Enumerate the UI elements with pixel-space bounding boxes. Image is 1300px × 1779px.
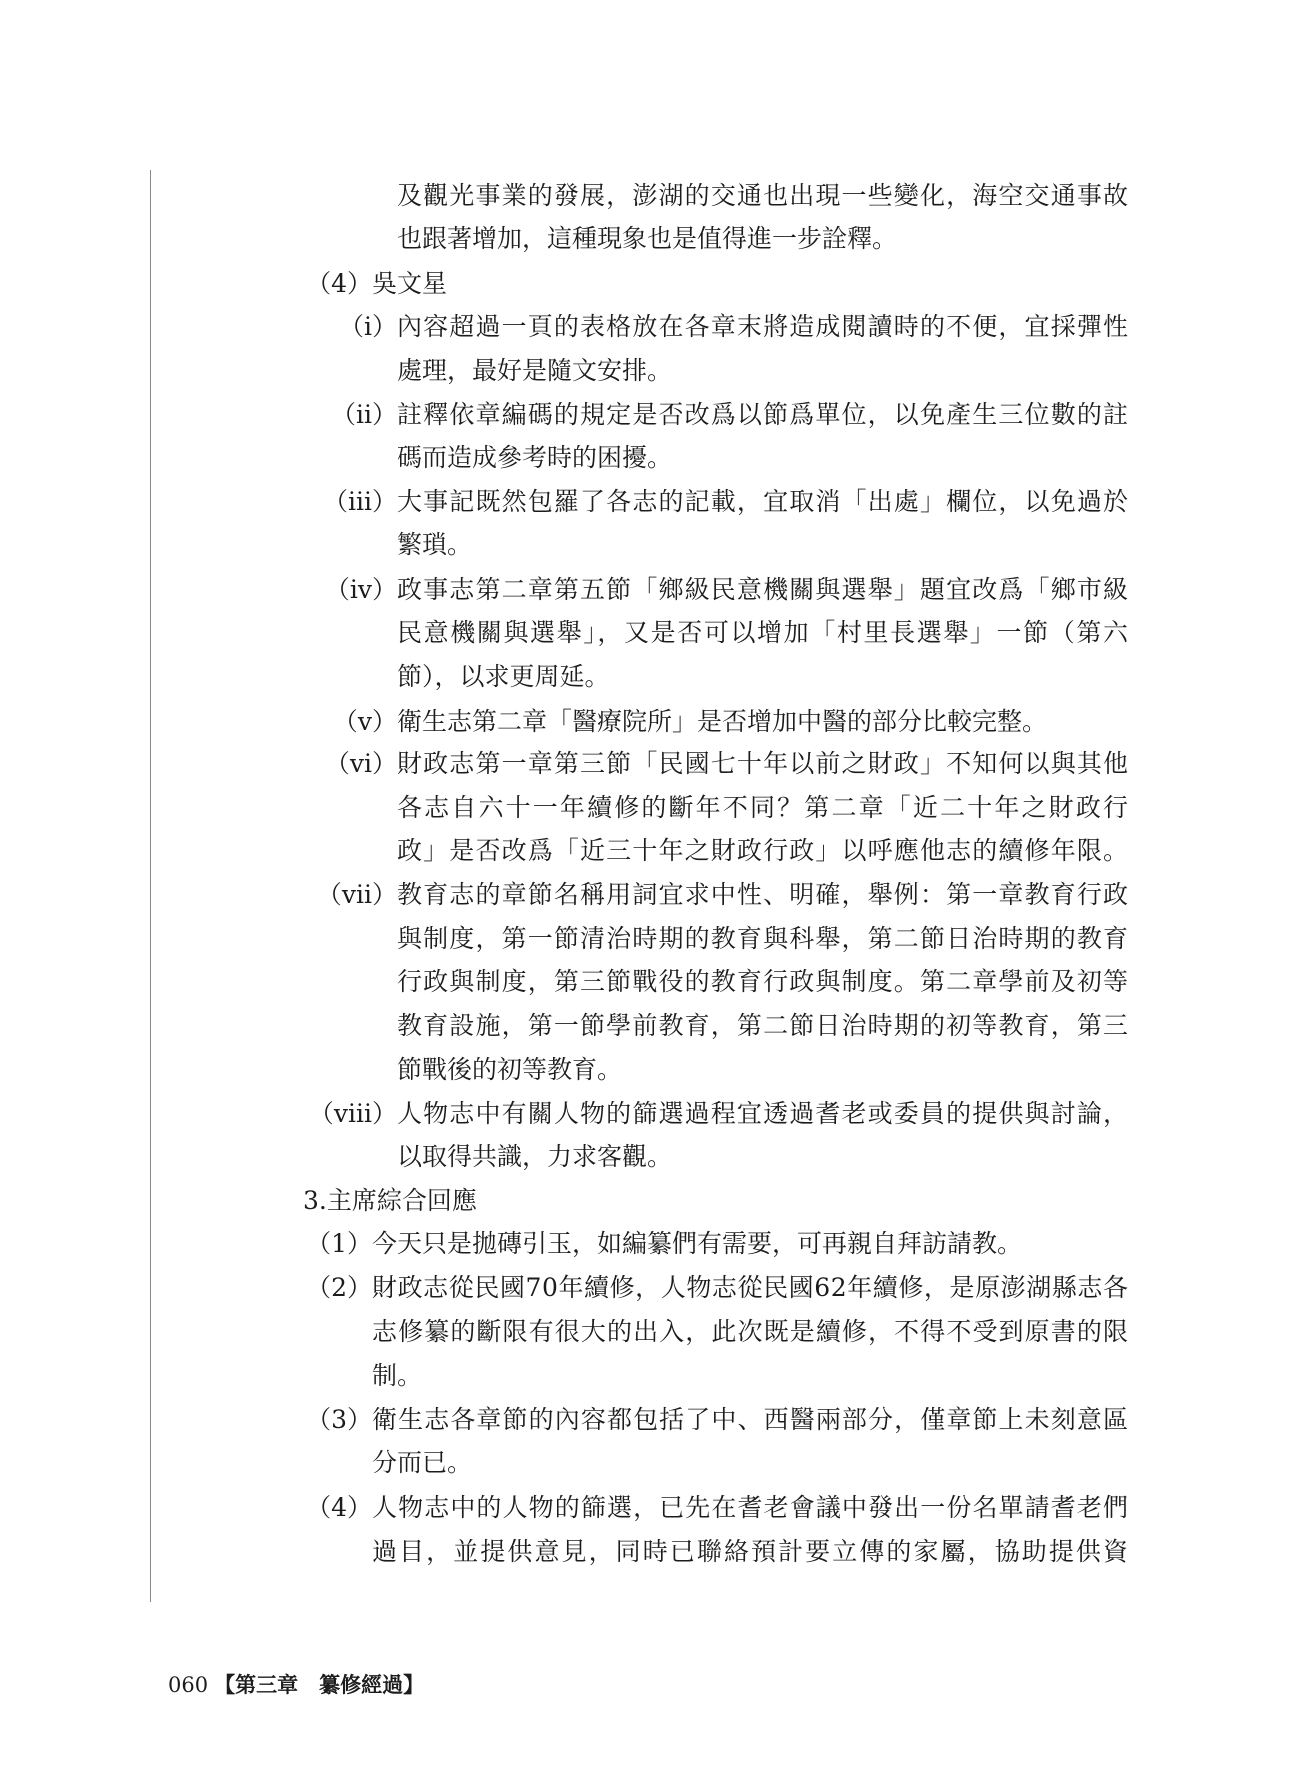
item-marker: （i） (339, 312, 397, 341)
text-line: 行政與制度，第三節戰役的教育行政與制度。第二章學前及初等 (397, 967, 1130, 996)
item-marker: （viii） (308, 1099, 397, 1128)
text-line: 過目，並提供意見，同時已聯絡預計要立傳的家屬，協助提供資 (372, 1537, 1131, 1566)
text-line: 與制度，第一節清治時期的教育與科舉，第二節日治時期的教育 (397, 924, 1130, 953)
item-marker: （4） (306, 269, 372, 298)
text-line: 各志自六十一年續修的斷年不同？第二章「近二十年之財政行 (397, 793, 1131, 822)
text-line: 處理，最好是隨文安排。 (397, 356, 673, 385)
margin-rule (150, 170, 151, 1602)
text-line: 內容超過一頁的表格放在各章末將造成閱讀時的不便，宜採彈性 (397, 312, 1130, 341)
item-marker: （ii） (331, 400, 397, 429)
text-line: 3.主席綜合回應 (303, 1186, 477, 1215)
text-line: 也跟著增加，這種現象也是值得進一步詮釋。 (397, 224, 898, 253)
text-line: 大事記既然包羅了各志的記載，宜取消「出處」欄位，以免過於 (397, 487, 1130, 516)
text-line: 財政志從民國70年續修，人物志從民國62年續修，是原澎湖縣志各 (372, 1273, 1129, 1302)
text-line: 註釋依章編碼的規定是否改爲以節爲單位，以免產生三位數的註 (397, 400, 1130, 429)
item-marker: （iv） (324, 575, 397, 604)
page-number: 060 (168, 1673, 209, 1697)
item-marker: （v） (332, 707, 397, 736)
text-line: 衛生志第二章「醫療院所」是否增加中醫的部分比較完整。 (397, 707, 1048, 736)
text-line: 財政志第一章第三節「民國七十年以前之財政」不知何以與其他 (397, 749, 1130, 778)
text-line: 今天只是拋磚引玉，如編纂們有需要，可再親自拜訪請教。 (372, 1229, 1023, 1258)
text-line: 志修纂的斷限有很大的出入，此次既是續修，不得不受到原書的限 (372, 1317, 1130, 1346)
text-line: 教育志的章節名稱用詞宜求中性、明確，舉例：第一章教育行政 (397, 880, 1130, 909)
text-line: 節戰後的初等教育。 (397, 1055, 623, 1084)
item-marker: （4） (306, 1493, 372, 1522)
item-marker: （vi） (324, 749, 397, 778)
text-line: 碼而造成參考時的困擾。 (397, 443, 673, 472)
text-line: 以取得共識，力求客觀。 (397, 1142, 673, 1171)
item-marker: （2） (306, 1273, 372, 1302)
item-marker: （vii） (316, 880, 397, 909)
text-line: 吳文星 (372, 269, 448, 298)
text-line: 政事志第二章第五節「鄉級民意機關與選舉」題宜改爲「鄉市級 (397, 575, 1130, 604)
text-line: 教育設施，第一節學前教育，第二節日治時期的初等教育，第三 (397, 1011, 1130, 1040)
text-line: 分而已。 (372, 1448, 473, 1477)
text-line: 節），以求更周延。 (397, 662, 610, 691)
item-marker: （iii） (323, 487, 397, 516)
text-line: 人物志中的人物的篩選，已先在耆老會議中發出一份名單請耆老們 (372, 1493, 1130, 1522)
text-line: 民意機關與選舉」，又是否可以增加「村里長選舉」一節（第六 (397, 618, 1130, 647)
text-line: 及觀光事業的發展，澎湖的交通也出現一些變化，海空交通事故 (397, 181, 1130, 210)
chapter-title: 【第三章 纂修經過】 (214, 1672, 425, 1697)
page-footer (168, 1674, 424, 1696)
item-marker: （3） (306, 1405, 372, 1434)
text-line: 衛生志各章節的內容都包括了中、西醫兩部分，僅章節上未刻意區 (372, 1405, 1130, 1434)
item-marker: （1） (306, 1229, 372, 1258)
text-line: 繁瑣。 (397, 530, 473, 559)
text-line: 制。 (372, 1361, 423, 1390)
text-line: 政」是否改爲「近三十年之財政行政」以呼應他志的續修年限。 (397, 836, 1130, 865)
text-line: 人物志中有關人物的篩選過程宜透過耆老或委員的提供與討論， (397, 1099, 1130, 1128)
